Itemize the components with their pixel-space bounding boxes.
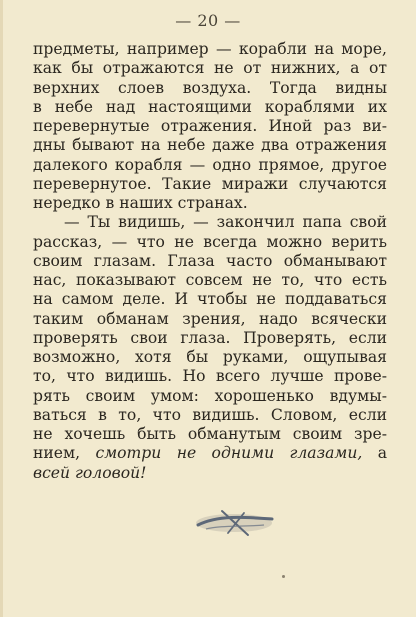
- text-line: своим глазам. Глаза часто обманывают: [33, 251, 387, 270]
- text-line: дны бывают на небе даже два отражения: [33, 136, 387, 155]
- text-line: перевернутые отражения. Иной раз ви-: [33, 117, 387, 135]
- text-line: ваться в то, что видишь. Словом, если: [33, 405, 387, 424]
- text-line-end: а: [362, 444, 387, 463]
- emphasis-text: всей головой!: [33, 463, 147, 482]
- text-line: не хочешь быть обманутым своим зре-: [33, 425, 387, 443]
- body-text: [33, 40, 387, 483]
- text-line: возможно, хотя бы руками, ощупывая: [33, 348, 387, 366]
- text-line: [33, 444, 387, 463]
- text-line: как бы отражаются не от нижних, а от: [33, 59, 387, 78]
- emphasis-text: смотри не одними глазами,: [95, 444, 363, 463]
- text-line: [33, 464, 387, 483]
- text-line: проверять свои глаза. Проверять, если: [33, 328, 387, 347]
- text-line: рассказ, — что не всегда можно верить: [33, 232, 387, 251]
- text-line: то, что видишь. Но всего лучше прове-: [33, 367, 387, 386]
- text-line: верхних слоев воздуха. Тогда видны: [33, 78, 387, 97]
- text-line: рять своим умом: хорошенько вдумы-: [33, 386, 387, 405]
- text-line: далекого корабля — одно прямое, другое: [33, 155, 387, 174]
- text-line: в небе над настоящими кораблями их: [33, 97, 387, 116]
- text-line: нас, показывают совсем не то, что есть: [33, 271, 387, 289]
- text-line: на самом деле. И чтобы не поддаваться: [33, 290, 387, 309]
- paper-speck: [282, 575, 285, 578]
- page-edge: [0, 0, 3, 617]
- page-number: — 20 —: [175, 11, 241, 30]
- text-line: перевернутое. Такие миражи случаются: [33, 174, 387, 193]
- text-line: предметы, например — корабли на море,: [33, 40, 387, 58]
- text-line: — Ты видишь, — закончил папа свой: [64, 213, 387, 232]
- crossed-strokes-ornament-icon: [192, 505, 278, 539]
- text-line: нередко в наших странах.: [33, 194, 248, 212]
- text-line: таким обманам зрения, надо всячески: [33, 309, 387, 328]
- text-line-start: нием,: [33, 444, 96, 463]
